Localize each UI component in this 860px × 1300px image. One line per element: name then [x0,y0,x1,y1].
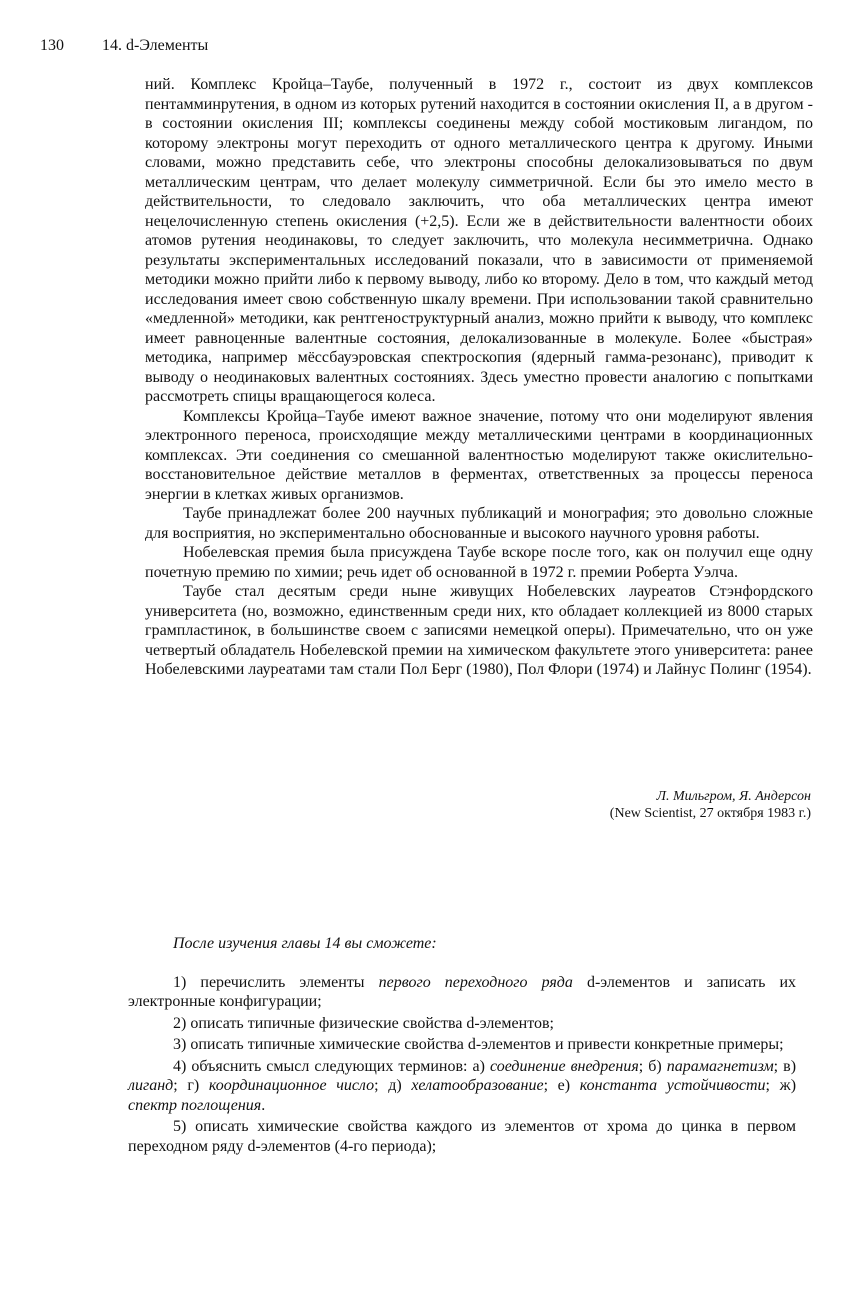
objective-item: 4) объяснить смысл следующих терминов: а) соединение внедрения; б) парамагнетизм; в) лиганд; г) координационное число; д) хелатообразование; е) константа устойчивости; ж) спектр поглощения. [128,1057,797,1114]
objective-item: 2) описать типичные физические свойства d-элементов; [173,1014,554,1032]
paragraph: Таубе стал десятым среди ныне живущих Нобелевских лауреатов Стэнфордского университета (но, возможно, единственным среди них, кто обладает коллекцией из 8000 старых грампластинок, в большинстве своем с записями немецкой оперы). Примечательно, что он уже четвертый обладатель Нобелевской премии на химическом факультете этого университета: ранее Нобелевскими лауреатами там стали Пол Берг (1980), Пол Флори (1974) и Лайнус Полинг (1954). [145,583,813,678]
objective-item: 1) перечислить элементы первого переходного ряда d-элементов и записать их электронные конфигурации; [128,973,797,1010]
objective-term: координационное число [208,1077,375,1094]
objective-term: соединение внедрения [489,1057,639,1075]
learning-objectives [128,934,796,1158]
paragraph: Таубе принадлежат более 200 научных публикаций и монография; это довольно сложные для восприятия, но экспериментально обоснованные и высокого научного уровня работы. [145,505,813,542]
page-number: 130 [40,37,64,54]
chapter-title: 14. d-Элементы [102,37,209,54]
objective-term: первого переходного ряда [378,973,573,991]
objectives-heading: После изучения главы 14 вы сможете: [173,935,437,952]
objective-term: лиганд [128,1077,174,1094]
main-text [145,75,813,680]
paragraph-continued: ний. Комплекс Кройца–Таубе, полученный в 1972 г., состоит из двух комплексов пентамминрутения, в одном из которых рутений находится в состоянии окисления II, а в другом - в состоянии окисления III; комплексы соединены между собой мостиковым лигандом, по которому электроны могут переходить от одного металлического центра к другому. Иными словами, можно представить себе, что электроны способны делокализовываться по двум металлическим центрам, что делает молекулу симметричной. Если бы это имело место в действительности, то следовало заключить, что оба металлических центра имеют нецелочисленную степень окисления (+2,5). Если же в действительности валентности обоих атомов рутения неодинаковы, то следует заключить, что молекула несимметрична. Однако результаты экспериментальных исследований показали, что в зависимости от применяемой методики можно прийти либо к первому выводу, либо ко второму. Дело в том, что каждый метод исследования имеет свою собственную шкалу времени. При использовании такой сравнительно «медленной» методики, как рентгеноструктурный анализ, можно прийти к выводу, что комплекс имеет равноценные валентные состояния, делокализованные в молекуле. Более «быстрая» методика, например мёссбауэровская спектроскопия (ядерный гамма-резонанс), приводит к выводу о неодинаковых валентных состояниях. Здесь уместно провести аналогию с попытками рассмотреть спицы вращающегося колеса. [145,76,813,405]
paragraph: Нобелевская премия была присуждена Таубе вскоре после того, как он получил еще одну почетную премию по химии; речь идет об основанной в 1972 г. премии Роберта Уэлча. [145,544,813,581]
objective-item: 5) описать химические свойства каждого из элементов от хрома до цинка в первом переходном ряду d-элементов (4-го периода); [128,1118,796,1155]
objective-item: 3) описать типичные химические свойства d-элементов и привести конкретные примеры; [173,1036,784,1053]
objective-term: спектр поглощения [128,1096,262,1114]
running-head [40,36,208,56]
attribution [610,788,811,822]
attribution-authors: Л. Мильгром, Я. Андерсон [656,789,811,804]
objective-term: парамагнетизм [666,1057,774,1075]
objective-term: хелатообразование [411,1077,544,1094]
objective-term: константа устойчивости [579,1077,766,1094]
attribution-source: (New Scientist, 27 октября 1983 г.) [609,806,811,821]
paragraph: Комплексы Кройца–Таубе имеют важное значение, потому что они моделируют явления электронного переноса, происходящие между металлическими центрами в координационных комплексах. Эти соединения со смешанной валентностью моделируют также окислительно-восстановительное действие металлов в ферментах, ответственных за процессы переноса энергии в клетках живых организмов. [145,407,813,503]
